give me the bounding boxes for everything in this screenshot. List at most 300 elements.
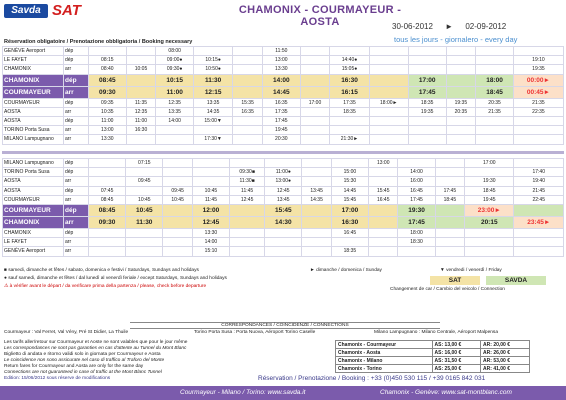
departure-time [89, 238, 126, 247]
legend-friday: ▼ vendredi / venerdì / Friday [440, 268, 502, 273]
departure-time: 16:45 [369, 195, 398, 204]
station-name: COURMAYEUR [3, 98, 64, 107]
departure-time: 13:30 [89, 135, 127, 144]
arr-dep-label: arr [64, 216, 89, 228]
departure-time: 21:30► [330, 135, 369, 144]
departure-time [435, 177, 464, 186]
departure-time: 00:45► [513, 86, 563, 98]
arr-dep-label: dép [64, 228, 89, 237]
departure-time: 11:00 [156, 86, 194, 98]
departure-time [476, 135, 514, 144]
note-line: Return fares for Courmayeur and Aosta are only for the same day [4, 364, 144, 369]
departure-time [163, 238, 192, 247]
departure-time: 17:00 [300, 98, 330, 107]
corr-milano: Milano Lampugnano : Milano Centrale, Aéroport Malpensa [374, 330, 498, 335]
departure-time: 14:00 [398, 168, 435, 177]
departure-time [194, 126, 233, 135]
departure-time: 17:45 [435, 186, 464, 195]
departure-time [369, 47, 408, 56]
departure-time [369, 238, 398, 247]
price-row [336, 365, 530, 373]
departure-time: 15:45 [331, 195, 368, 204]
price-route: Chamonix - Courmayeur [336, 341, 433, 349]
timetable-row [3, 177, 564, 186]
departure-time [233, 116, 263, 125]
price-table [335, 340, 530, 373]
station-name: CHAMONIX [3, 65, 64, 74]
station-name: CHAMONIX [3, 228, 64, 237]
departure-time: 17:45 [398, 195, 435, 204]
departure-time: 16:35 [263, 98, 301, 107]
departure-time: 17:35 [263, 107, 301, 116]
departure-time: 14:45 [331, 186, 368, 195]
departure-time [302, 228, 331, 237]
departure-time [300, 135, 330, 144]
departure-time: 16:30 [331, 216, 368, 228]
sat-color-key: SAT [430, 276, 480, 285]
departure-time [126, 168, 163, 177]
savda-logo: Savda [4, 4, 48, 18]
departure-time [331, 159, 368, 168]
departure-time: 19:35 [446, 98, 476, 107]
separator [2, 151, 564, 154]
departure-time: 10:35 [89, 107, 127, 116]
station-name: AOSTA [3, 177, 64, 186]
departure-time [369, 204, 398, 216]
departure-time: 18:00 [398, 228, 435, 237]
departure-time: 17:45 [408, 86, 446, 98]
departure-time: 17:00 [465, 159, 514, 168]
departure-time: 09:30■ [230, 168, 265, 177]
departure-time: 18:35 [330, 107, 369, 116]
departure-time: 10:50● [194, 65, 233, 74]
departure-time: 11:45 [230, 186, 265, 195]
departure-time [331, 238, 368, 247]
departure-time [369, 216, 398, 228]
departure-time: 17:45 [398, 216, 435, 228]
departure-time: 19:30 [398, 204, 435, 216]
departure-time: 20:35 [446, 107, 476, 116]
departure-time: 15:30 [331, 177, 368, 186]
departure-time: 23:45► [514, 216, 564, 228]
departure-time [514, 159, 564, 168]
departure-time [369, 65, 408, 74]
station-name: COURMAYEUR [3, 195, 64, 204]
note-line: Biglietto di andata e ritorno validi solo in giornata per Courmayeur e Aosta [4, 352, 161, 357]
departure-time: 10:15 [156, 74, 194, 86]
timetable-row [3, 65, 564, 74]
departure-time: 11:00 [126, 116, 156, 125]
departure-time [446, 116, 476, 125]
price-route: Chamonix - Aosta [336, 349, 433, 357]
price-single: AS: 16,00 € [432, 349, 481, 357]
departure-time: 12:35 [126, 107, 156, 116]
departure-time: 16:35 [233, 107, 263, 116]
departure-time [89, 159, 126, 168]
arr-dep-label: dép [64, 116, 89, 125]
departure-time [465, 238, 514, 247]
departure-time: 20:35 [476, 98, 514, 107]
price-row [336, 349, 530, 357]
arr-dep-label: dép [64, 74, 89, 86]
departure-time [446, 135, 476, 144]
departure-time: 13:00 [369, 159, 398, 168]
departure-time [300, 74, 330, 86]
station-name: MILANO Lampugnano [3, 135, 64, 144]
departure-time [408, 65, 446, 74]
departure-time [233, 65, 263, 74]
departure-time: 13:45 [302, 186, 331, 195]
departure-time [465, 228, 514, 237]
departure-time [300, 65, 330, 74]
station-name: MILANO Lampugnano [3, 159, 64, 168]
departure-time [89, 47, 127, 56]
price-route: Chamonix - Milano [336, 357, 433, 365]
departure-time [408, 47, 446, 56]
arr-dep-label: dép [64, 47, 89, 56]
timetable-row [3, 228, 564, 237]
station-name: GENÈVE Aeroport [3, 47, 64, 56]
arr-dep-label: arr [64, 107, 89, 116]
departure-time: 09:30 [89, 86, 127, 98]
departure-time: 12:00 [192, 204, 229, 216]
departure-time [230, 204, 265, 216]
departure-time: 20:15 [465, 216, 514, 228]
departure-time: 15:10 [192, 247, 229, 256]
departure-time [300, 116, 330, 125]
station-name: TORINO Porta Susa [3, 168, 64, 177]
timetable-row [3, 216, 564, 228]
departure-time: 11:00● [265, 168, 302, 177]
price-route: Chamonix - Torino [336, 365, 433, 373]
departure-time: 10:45 [163, 195, 192, 204]
departure-time: 17:35 [330, 98, 369, 107]
arr-dep-label: arr [64, 177, 89, 186]
departure-time [163, 168, 192, 177]
departure-time: 19:45 [465, 195, 514, 204]
departure-time [230, 216, 265, 228]
departure-time [126, 135, 156, 144]
departure-time [126, 186, 163, 195]
departure-time [302, 159, 331, 168]
departure-time: 00:00► [513, 74, 563, 86]
corr-torino: Torino Porta Susa : Porta Nuova, Aéroport Torino Caselle [194, 330, 316, 335]
departure-time [192, 168, 229, 177]
departure-time: 22:35 [513, 107, 563, 116]
departure-time [369, 126, 408, 135]
departure-time [513, 116, 563, 125]
departure-time [126, 238, 163, 247]
reservation-note: Réservation obligatoire / Prenotazione obbligatoria / Booking necessary [4, 39, 193, 45]
note-line: Les tarifs aller/retour sur Courmayeur et Aoste ne sont valables que pour le jour même [4, 340, 188, 345]
departure-time: 12:45 [265, 186, 302, 195]
departure-time [435, 247, 464, 256]
departure-time [435, 159, 464, 168]
departure-time [300, 126, 330, 135]
departure-time: 19:30 [465, 177, 514, 186]
departure-time [89, 168, 126, 177]
departure-time [369, 86, 408, 98]
departure-time: 19:10 [513, 56, 563, 65]
departure-time [126, 74, 156, 86]
departure-time: 10:45 [126, 195, 163, 204]
arrow-icon: ► [445, 22, 454, 31]
legend-connection: Changement de car / Cambio del veicolo / Connection [390, 287, 505, 292]
departure-time: 19:40 [514, 177, 564, 186]
sat-logo: SAT [52, 2, 81, 19]
arr-dep-label: arr [64, 195, 89, 204]
arr-dep-label: dép [64, 186, 89, 195]
edition-note: Edition: 15/06/2012 sous réserve de modifications [4, 376, 111, 381]
departure-time [369, 228, 398, 237]
departure-time: 13:35 [194, 98, 233, 107]
departure-time [398, 247, 435, 256]
departure-time: 10:05 [126, 65, 156, 74]
departure-time [435, 238, 464, 247]
timetable-row [3, 159, 564, 168]
departure-time [514, 204, 564, 216]
footer-savda-link[interactable]: Courmayeur - Milano / Torino: www.savda.it [180, 389, 306, 396]
timetable-row [3, 186, 564, 195]
departure-time: 11:45 [192, 195, 229, 204]
departure-time: 10:45 [126, 204, 163, 216]
departure-time [126, 228, 163, 237]
arr-dep-label: dép [64, 204, 89, 216]
departure-time [369, 56, 408, 65]
departure-time [163, 216, 192, 228]
departure-time [265, 159, 302, 168]
departure-time: 16:45 [398, 186, 435, 195]
departure-time [233, 86, 263, 98]
departure-time [476, 56, 514, 65]
footer [0, 386, 566, 400]
departure-time: 16:15 [330, 86, 369, 98]
departure-time: 07:45 [89, 186, 126, 195]
departure-time: 18:30 [398, 238, 435, 247]
timetable-row [3, 86, 564, 98]
departure-time [369, 168, 398, 177]
departure-time [302, 238, 331, 247]
departure-time [514, 238, 564, 247]
timetable-row [3, 98, 564, 107]
departure-time [465, 168, 514, 177]
departure-time: 13:35 [156, 107, 194, 116]
departure-time: 07:15 [126, 159, 163, 168]
date-from: 30-06-2012 [392, 22, 433, 31]
departure-time [230, 228, 265, 237]
departure-time: 08:40 [89, 65, 127, 74]
departure-time: 13:30 [192, 228, 229, 237]
departure-time [514, 228, 564, 237]
station-name: TORINO Porta Susa [3, 126, 64, 135]
timetable-row [3, 204, 564, 216]
departure-time [300, 47, 330, 56]
departure-time: 12:35 [156, 98, 194, 107]
departure-time: 09:35 [89, 98, 127, 107]
departure-time [408, 116, 446, 125]
station-name: CHAMONIX [3, 216, 64, 228]
departure-time: 17:00 [408, 74, 446, 86]
timetable-row [3, 168, 564, 177]
departure-time: 11:30 [194, 74, 233, 86]
timetable-row [3, 247, 564, 256]
arr-dep-label: arr [64, 247, 89, 256]
departure-time: 08:45 [89, 74, 127, 86]
arr-dep-label: arr [64, 238, 89, 247]
note-line: Connections are not guaranteed in case of traffic at the Mont Blanc Tunnel [4, 370, 162, 375]
footer-sat-link[interactable]: Chamonix - Genève: www.sat-montblanc.com [380, 389, 512, 396]
departure-time: 14:30 [265, 216, 302, 228]
station-name: AOSTA [3, 116, 64, 125]
departure-time: 19:35 [513, 65, 563, 74]
departure-time [435, 204, 464, 216]
departure-time: 19:45 [263, 126, 301, 135]
outbound-timetable [2, 46, 564, 145]
departure-time [300, 107, 330, 116]
departure-time: 11:50 [263, 47, 301, 56]
departure-time [300, 86, 330, 98]
timetable-row [3, 47, 564, 56]
departure-time: 21:35 [476, 107, 514, 116]
departure-time: 13:30 [263, 65, 301, 74]
departure-time [408, 56, 446, 65]
booking-line: Réservation / Prenotazione / Booking : +33 (0)450 530 115 / +39 0165 842 031 [258, 375, 486, 382]
arr-dep-label: dép [64, 56, 89, 65]
departure-time [89, 247, 126, 256]
price-row [336, 357, 530, 365]
legend-holidays: ■ samedi, dimanche et fêtes / sabato, domenica e festivi / Saturdays, Sundays and holidays [4, 268, 199, 273]
departure-time: 09:30● [156, 65, 194, 74]
departure-time [126, 247, 163, 256]
departure-time: 08:45 [89, 204, 126, 216]
departure-time: 19:35 [408, 107, 446, 116]
departure-time: 17:40 [514, 168, 564, 177]
departure-time: 13:00 [89, 126, 127, 135]
departure-time [369, 116, 408, 125]
legend-sunday: ► dimanche / domenica / Sunday [310, 268, 382, 273]
price-return: AR: 26,00 € [481, 349, 530, 357]
departure-time: 22:45 [514, 195, 564, 204]
departure-time [435, 168, 464, 177]
departure-time: 12:15 [194, 86, 233, 98]
departure-time: 10:15● [194, 56, 233, 65]
departure-time: 09:00● [156, 56, 194, 65]
departure-time [156, 135, 194, 144]
departure-time: 11:30■ [230, 177, 265, 186]
departure-time: 15:00 [331, 168, 368, 177]
departure-time [230, 159, 265, 168]
departure-time: 21:35 [513, 98, 563, 107]
departure-time: 09:30 [89, 216, 126, 228]
departure-time: 16:45 [331, 228, 368, 237]
departure-time: 14:35 [194, 107, 233, 116]
departure-time [302, 216, 331, 228]
departure-time [163, 204, 192, 216]
departure-time: 11:35 [126, 98, 156, 107]
timetable-row [3, 107, 564, 116]
departure-time [369, 247, 398, 256]
station-name: AOSTA [3, 186, 64, 195]
departure-time [408, 135, 446, 144]
departure-time [192, 159, 229, 168]
departure-time: 17:30▼ [194, 135, 233, 144]
station-name: COURMAYEUR [3, 86, 64, 98]
timetable-row [3, 126, 564, 135]
departure-time: 18:00 [476, 74, 514, 86]
departure-time [163, 159, 192, 168]
price-single: AS: 25,00 € [432, 365, 481, 373]
departure-time [513, 126, 563, 135]
departure-time: 15:35 [233, 98, 263, 107]
departure-time [230, 238, 265, 247]
departure-time [369, 107, 408, 116]
price-return: AR: 41,00 € [481, 365, 530, 373]
page-title: CHAMONIX - COURMAYEUR - AOSTA [238, 4, 402, 28]
departure-time [126, 47, 156, 56]
legend-weekdays: ● sauf samedi, dimanche et fêtes / dal lunedì al venerdì feriale / except Saturdays, Sundays and holidays [4, 276, 227, 281]
departure-time: 12:45 [192, 216, 229, 228]
departure-time [126, 86, 156, 98]
timetable-row [3, 195, 564, 204]
departure-time [233, 47, 263, 56]
station-name: AOSTA [3, 107, 64, 116]
departure-time: 09:45 [163, 186, 192, 195]
departure-time [192, 177, 229, 186]
departure-time [435, 228, 464, 237]
departure-time [476, 126, 514, 135]
timetable-row [3, 238, 564, 247]
departure-time: 13:45 [265, 195, 302, 204]
savda-color-key: SAVDA [486, 276, 546, 285]
departure-time: 15:05● [330, 65, 369, 74]
inbound-timetable [2, 158, 564, 257]
corr-courmayeur: Courmayeur : Val Ferret, Val Vény, Pré St Didier, La Thuile [4, 330, 129, 335]
departure-time [89, 228, 126, 237]
arr-dep-label: arr [64, 65, 89, 74]
departure-time [230, 247, 265, 256]
price-single: AS: 31,50 € [432, 357, 481, 365]
header [0, 0, 566, 30]
departure-time [513, 47, 563, 56]
departure-time [233, 126, 263, 135]
arr-dep-label: dép [64, 159, 89, 168]
departure-time [302, 247, 331, 256]
departure-time [465, 247, 514, 256]
departure-time: 16:00 [398, 177, 435, 186]
departure-time: 10:45 [192, 186, 229, 195]
departure-time: 20:30 [263, 135, 301, 144]
departure-time [398, 159, 435, 168]
departure-time [163, 228, 192, 237]
departure-time: 08:00 [156, 47, 194, 56]
departure-time: 14:00 [263, 74, 301, 86]
departure-time: 17:00 [331, 204, 368, 216]
departure-time: 11:30 [126, 216, 163, 228]
station-name: CHAMONIX [3, 74, 64, 86]
arr-dep-label: arr [64, 135, 89, 144]
arr-dep-label: arr [64, 86, 89, 98]
departure-time [446, 47, 476, 56]
departure-time [126, 56, 156, 65]
date-range [392, 22, 506, 31]
departure-time: 14:40● [330, 56, 369, 65]
departure-time [369, 177, 398, 186]
departure-time [446, 65, 476, 74]
departure-time: 18:45 [476, 86, 514, 98]
price-single: AS: 13,00 € [432, 341, 481, 349]
departure-time: 13:00 [263, 56, 301, 65]
departure-time [163, 177, 192, 186]
